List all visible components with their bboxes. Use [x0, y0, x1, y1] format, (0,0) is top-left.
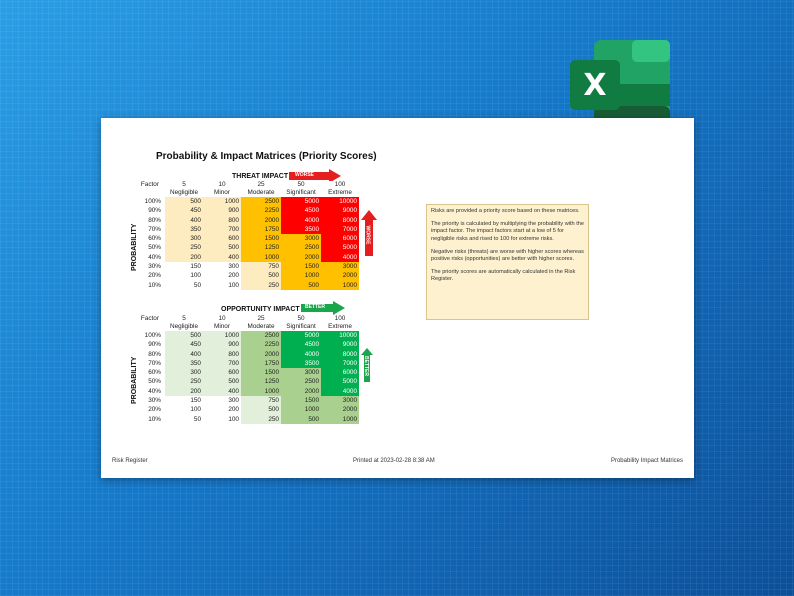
score-cell: 10000 — [321, 331, 359, 340]
probability-value: 10% — [131, 281, 165, 290]
note-paragraph: Risks are provided a priority score based on these matrices. — [431, 208, 580, 214]
score-cell: 750 — [241, 262, 281, 271]
score-cell: 3000 — [321, 262, 359, 271]
excel-icon — [570, 38, 672, 130]
matrix-row — [131, 405, 359, 414]
probability-value: 100% — [131, 331, 165, 340]
probability-value: 60% — [131, 234, 165, 243]
footer-left: Risk Register — [112, 458, 148, 464]
score-cell: 2500 — [281, 243, 321, 252]
threat-side-arrow — [361, 210, 377, 256]
score-cell: 400 — [203, 253, 241, 262]
score-cell: 8000 — [321, 216, 359, 225]
score-cell: 250 — [241, 415, 281, 424]
matrix-row — [131, 243, 359, 252]
score-cell: 2500 — [281, 377, 321, 386]
score-cell: 400 — [165, 350, 203, 359]
score-cell: 900 — [203, 340, 241, 349]
matrix-row — [131, 359, 359, 368]
note-paragraph: The priority scores are automatically calculated in the Risk Register. — [431, 269, 576, 283]
score-cell: 400 — [203, 387, 241, 396]
score-cell: 100 — [203, 415, 241, 424]
score-cell: 250 — [165, 243, 203, 252]
impact-factor: 50 — [281, 315, 321, 323]
score-cell: 9000 — [321, 340, 359, 349]
score-cell: 350 — [165, 359, 203, 368]
score-cell: 400 — [165, 216, 203, 225]
probability-value: 30% — [131, 396, 165, 405]
score-cell: 2000 — [241, 216, 281, 225]
impact-name: Minor — [203, 189, 241, 197]
score-cell: 1500 — [281, 396, 321, 405]
threat-matrix — [131, 181, 359, 290]
score-cell: 350 — [165, 225, 203, 234]
score-cell: 700 — [203, 225, 241, 234]
factor-label: Factor — [131, 181, 165, 189]
probability-value: 10% — [131, 415, 165, 424]
impact-factor: 5 — [165, 315, 203, 323]
threat-heading: THREAT IMPACT — [232, 173, 289, 180]
impact-factor: 10 — [203, 315, 241, 323]
score-cell: 1000 — [321, 281, 359, 290]
impact-factor: 25 — [241, 315, 281, 323]
score-cell: 500 — [241, 405, 281, 414]
opportunity-matrix — [131, 315, 359, 424]
score-cell: 2000 — [241, 350, 281, 359]
impact-factor: 25 — [241, 181, 281, 189]
score-cell: 5000 — [321, 243, 359, 252]
matrix-row — [131, 234, 359, 243]
score-cell: 5000 — [281, 197, 321, 206]
impact-name: Extreme — [321, 189, 359, 197]
score-cell: 4500 — [281, 340, 321, 349]
impact-name: Negligible — [165, 189, 203, 197]
score-cell: 500 — [203, 377, 241, 386]
matrix-row — [131, 225, 359, 234]
score-cell: 1250 — [241, 377, 281, 386]
score-cell: 4000 — [321, 387, 359, 396]
probability-value: 80% — [131, 216, 165, 225]
opportunity-better-arrow — [301, 301, 345, 315]
score-cell: 200 — [165, 253, 203, 262]
excel-letter: X — [583, 68, 607, 103]
score-cell: 200 — [165, 387, 203, 396]
score-cell: 1500 — [241, 368, 281, 377]
score-cell: 1000 — [203, 197, 241, 206]
score-cell: 7000 — [321, 225, 359, 234]
score-cell: 3000 — [281, 368, 321, 377]
score-cell: 200 — [203, 271, 241, 280]
probability-value: 40% — [131, 387, 165, 396]
impact-factor: 5 — [165, 181, 203, 189]
score-cell: 3000 — [281, 234, 321, 243]
score-cell: 10000 — [321, 197, 359, 206]
opportunity-side-tag: BETTER — [363, 356, 369, 376]
score-cell: 700 — [203, 359, 241, 368]
matrix-row — [131, 262, 359, 271]
note-paragraph: Negative risks (threats) are worse with higher scores whereas positive risks (opportunities) are better with higher scores. — [431, 248, 584, 263]
score-cell: 1000 — [281, 271, 321, 280]
probability-value: 70% — [131, 359, 165, 368]
matrix-row — [131, 271, 359, 280]
matrix-row — [131, 377, 359, 386]
score-cell: 1000 — [281, 405, 321, 414]
score-cell: 500 — [165, 197, 203, 206]
score-cell: 100 — [203, 281, 241, 290]
note-paragraph: The priority is calculated by multiplying the probability with the impact factor. The impact factors start at a low of 5 for negligible risks and rised to 100 for extreme risks. — [431, 221, 584, 242]
score-cell: 2000 — [321, 405, 359, 414]
score-cell: 9000 — [321, 206, 359, 215]
score-cell: 5000 — [281, 331, 321, 340]
score-cell: 4000 — [281, 350, 321, 359]
probability-value: 100% — [131, 197, 165, 206]
score-cell: 4000 — [281, 216, 321, 225]
probability-value: 80% — [131, 350, 165, 359]
matrix-row — [131, 350, 359, 359]
score-cell: 750 — [241, 396, 281, 405]
matrix-row — [131, 340, 359, 349]
score-cell: 3500 — [281, 359, 321, 368]
impact-name: Moderate — [241, 323, 281, 331]
matrix-row — [131, 216, 359, 225]
score-cell: 300 — [203, 262, 241, 271]
score-cell: 1000 — [203, 331, 241, 340]
score-cell: 2000 — [321, 271, 359, 280]
opportunity-heading: OPPORTUNITY IMPACT — [221, 306, 300, 313]
score-cell: 6000 — [321, 368, 359, 377]
impact-factor: 100 — [321, 181, 359, 189]
probability-value: 70% — [131, 225, 165, 234]
impact-name: Negligible — [165, 323, 203, 331]
impact-factor: 50 — [281, 181, 321, 189]
footer-right: Probability Impact Matrices — [610, 458, 683, 464]
threat-worse-tag: WORSE — [295, 172, 314, 178]
score-cell: 1250 — [241, 243, 281, 252]
matrix-row — [131, 206, 359, 215]
score-cell: 2250 — [241, 206, 281, 215]
score-cell: 2000 — [281, 387, 321, 396]
threat-side-tag: WORSE — [364, 225, 371, 245]
score-cell: 600 — [203, 234, 241, 243]
impact-name: Extreme — [321, 323, 359, 331]
threat-probability-label: PROBABILITY — [131, 223, 138, 271]
probability-value: 20% — [131, 271, 165, 280]
opportunity-probability-label: PROBABILITY — [131, 356, 138, 404]
matrix-row — [131, 396, 359, 405]
score-cell: 300 — [165, 368, 203, 377]
probability-value: 60% — [131, 368, 165, 377]
score-cell: 450 — [165, 340, 203, 349]
impact-factor: 10 — [203, 181, 241, 189]
score-cell: 50 — [165, 415, 203, 424]
score-cell: 1000 — [321, 415, 359, 424]
probability-value: 30% — [131, 262, 165, 271]
score-cell: 2500 — [241, 331, 281, 340]
score-cell: 250 — [241, 281, 281, 290]
probability-value: 20% — [131, 405, 165, 414]
probability-value: 90% — [131, 340, 165, 349]
score-cell: 1000 — [241, 253, 281, 262]
page-title: Probability & Impact Matrices (Priority Scores) — [156, 151, 377, 162]
score-cell: 1750 — [241, 359, 281, 368]
score-cell: 500 — [165, 331, 203, 340]
score-cell: 800 — [203, 216, 241, 225]
score-cell: 450 — [165, 206, 203, 215]
opportunity-better-tag: BETTER — [305, 304, 325, 310]
matrix-row — [131, 368, 359, 377]
probability-value: 50% — [131, 377, 165, 386]
document-page — [101, 118, 694, 478]
score-cell: 300 — [165, 234, 203, 243]
score-cell: 1500 — [281, 262, 321, 271]
score-cell: 3500 — [281, 225, 321, 234]
score-cell: 1750 — [241, 225, 281, 234]
probability-value: 90% — [131, 206, 165, 215]
score-cell: 800 — [203, 350, 241, 359]
impact-name: Moderate — [241, 189, 281, 197]
factor-label: Factor — [131, 315, 165, 323]
matrix-row — [131, 331, 359, 340]
matrix-row — [131, 387, 359, 396]
score-cell: 100 — [165, 405, 203, 414]
score-cell: 500 — [203, 243, 241, 252]
score-cell: 150 — [165, 262, 203, 271]
score-cell: 200 — [203, 405, 241, 414]
score-cell: 900 — [203, 206, 241, 215]
explanation-note — [426, 204, 589, 320]
score-cell: 50 — [165, 281, 203, 290]
score-cell: 600 — [203, 368, 241, 377]
score-cell: 8000 — [321, 350, 359, 359]
score-cell: 500 — [241, 271, 281, 280]
score-cell: 4000 — [321, 253, 359, 262]
score-cell: 500 — [281, 281, 321, 290]
score-cell: 300 — [203, 396, 241, 405]
score-cell: 150 — [165, 396, 203, 405]
score-cell: 2250 — [241, 340, 281, 349]
score-cell: 7000 — [321, 359, 359, 368]
probability-value: 40% — [131, 253, 165, 262]
score-cell: 4500 — [281, 206, 321, 215]
impact-name: Significant — [281, 189, 321, 197]
score-cell: 2500 — [241, 197, 281, 206]
score-cell: 500 — [281, 415, 321, 424]
score-cell: 2000 — [281, 253, 321, 262]
impact-name: Significant — [281, 323, 321, 331]
probability-value: 50% — [131, 243, 165, 252]
matrix-row — [131, 415, 359, 424]
score-cell: 1500 — [241, 234, 281, 243]
impact-name: Minor — [203, 323, 241, 331]
impact-factor: 100 — [321, 315, 359, 323]
matrix-row — [131, 197, 359, 206]
score-cell: 6000 — [321, 234, 359, 243]
matrix-row — [131, 253, 359, 262]
score-cell: 250 — [165, 377, 203, 386]
score-cell: 5000 — [321, 377, 359, 386]
score-cell: 100 — [165, 271, 203, 280]
footer-center: Printed at 2023-02-28 8:38 AM — [353, 458, 435, 464]
score-cell: 1000 — [241, 387, 281, 396]
opportunity-side-arrow — [361, 348, 373, 382]
matrix-row — [131, 281, 359, 290]
score-cell: 3000 — [321, 396, 359, 405]
